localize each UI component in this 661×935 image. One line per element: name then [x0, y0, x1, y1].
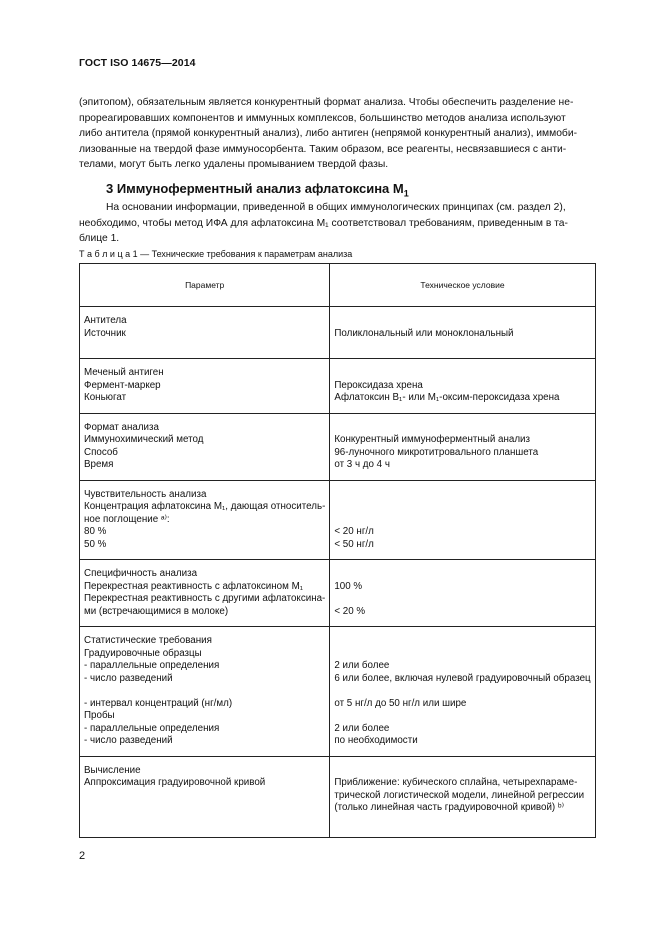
cell-line: - параллельные определения: [84, 660, 220, 671]
cell-line: [334, 593, 590, 606]
cell-line: Конкурентный иммуноферментный анализ: [334, 434, 531, 445]
cell-line: Статистические требования: [84, 635, 212, 646]
condition-cell: [330, 307, 595, 359]
document-header: ГОСТ ISO 14675—2014: [79, 57, 196, 69]
cell-line: Способ: [84, 446, 118, 458]
cell-line: от 5 нг/л до 50 нг/л или шире: [334, 697, 467, 709]
parameter-cell: [80, 307, 330, 359]
table-row: [80, 480, 596, 560]
cell-line: трической логистической модели, линейной регрессии: [334, 789, 585, 801]
section-heading: [106, 181, 409, 199]
paragraph-line: На основании информации, приведенной в общих иммунологических принципах (см. раздел 2),: [106, 202, 566, 213]
parameter-cell: [80, 359, 330, 414]
section-title-subscript: 1: [403, 188, 409, 199]
col-header-parameter: Параметр: [80, 264, 330, 307]
paragraph-line: необходимо, чтобы метод ИФА для афлатоксина М₁ соответствовал требованиям, приведенным в та-: [79, 217, 568, 229]
table-row: [80, 307, 596, 359]
cell-line: Формат анализа: [84, 421, 159, 433]
cell-line: Антитела: [84, 315, 127, 326]
parameter-cell: [80, 480, 330, 560]
cell-line: [334, 422, 590, 435]
section-title: 3 Иммуноферментный анализ афлатоксина М: [106, 181, 404, 196]
cell-line: - параллельные определения: [84, 722, 220, 734]
cell-line: Аппроксимация градуировочной кривой: [84, 777, 266, 788]
intro-line: (эпитопом), обязательным является конкурентный формат анализа. Чтобы обеспечить разделение не-: [79, 97, 574, 108]
cell-line: Поликлональный или моноклональный: [334, 327, 514, 339]
cell-line: < 20 нг/л: [334, 526, 374, 537]
cell-line: [334, 501, 590, 514]
cell-line: [334, 367, 590, 380]
cell-line: Градуировочные образцы: [84, 647, 202, 659]
cell-line: < 20 %: [334, 605, 366, 617]
col-header-condition: Техническое условие: [330, 264, 595, 307]
cell-line: - интервал концентраций (нг/мл): [84, 697, 233, 709]
cell-line: [334, 685, 590, 698]
table-row: [80, 413, 596, 480]
cell-line: 2 или более: [334, 660, 390, 671]
cell-line: Иммунохимический метод: [84, 434, 204, 445]
cell-line: ми (встречающимися в молоке): [84, 605, 229, 617]
table-row: [80, 627, 596, 757]
cell-line: 100 %: [334, 580, 363, 592]
cell-line: Пробы: [84, 710, 115, 721]
intro-line: лизованные на твердой фазе иммуносорбента. Таким образом, все реагенты, несвязавшиеся с анти-: [79, 143, 567, 155]
intro-paragraph: [79, 95, 585, 173]
condition-cell: [330, 359, 595, 414]
cell-line: по необходимости: [334, 735, 418, 746]
cell-line: Приближение: кубического сплайна, четырехпараме-: [334, 777, 578, 788]
cell-line: Меченый антиген: [84, 367, 164, 378]
cell-line: [334, 489, 590, 502]
cell-line: Время: [84, 459, 114, 470]
cell-line: [334, 514, 590, 527]
cell-line: Фермент-маркер: [84, 379, 161, 391]
parameter-cell: [80, 756, 330, 837]
cell-line: Коньюгат: [84, 392, 127, 403]
cell-line: ное поглощение ᵃ⁾:: [84, 513, 170, 525]
table-row: [80, 560, 596, 627]
cell-line: Афлатоксин В₁- или М₁-оксим-пероксидаза хрена: [334, 392, 560, 403]
table-row: [80, 756, 596, 837]
cell-line: Перекрестная реактивность с другими афлатоксина-: [84, 593, 326, 604]
cell-line: < 50 нг/л: [334, 538, 374, 550]
cell-line: Специфичность анализа: [84, 568, 198, 579]
cell-line: [334, 765, 590, 778]
cell-line: Вычисление: [84, 764, 141, 776]
cell-line: от 3 ч до 4 ч: [334, 459, 390, 470]
intro-line: либо антитела (прямой конкурентный анализ), либо антиген (непрямой конкурентный анализ), иммоби-: [79, 128, 578, 139]
cell-line: [334, 648, 590, 661]
table-caption: Т а б л и ц а 1 — Технические требования к параметрам анализа: [79, 249, 353, 259]
cell-line: [334, 710, 590, 723]
condition-cell: [330, 756, 595, 837]
cell-line: Пероксидаза хрена: [334, 379, 423, 391]
requirements-table: [79, 263, 596, 838]
condition-cell: [330, 627, 595, 757]
cell-line: 96-луночного микротитровального планшета: [334, 446, 539, 458]
paragraph-line: блице 1.: [79, 233, 120, 244]
cell-line: (только линейная часть градуировочной кривой) ᵇ⁾: [334, 802, 565, 813]
cell-line: 50 %: [84, 538, 107, 550]
cell-line: 80 %: [84, 526, 107, 537]
condition-cell: [330, 480, 595, 560]
parameter-cell: [80, 627, 330, 757]
cell-line: - число разведений: [84, 672, 173, 684]
cell-line: Чувствительность анализа: [84, 488, 207, 500]
cell-line: - число разведений: [84, 735, 173, 746]
cell-line: Концентрация афлатоксина М₁, дающая относитель-: [84, 501, 326, 512]
table-row: [80, 359, 596, 414]
intro-line: телами, могут быть легко удалены промыванием твердой фазы.: [79, 159, 389, 170]
cell-line: 2 или более: [334, 722, 390, 734]
cell-line: Перекрестная реактивность с афлатоксином М₁: [84, 580, 304, 592]
cell-line: [334, 568, 590, 581]
cell-line: Источник: [84, 327, 126, 339]
intro-line: прореагировавших компонентов и иммунных комплексов, большинство методов анализа используют: [79, 112, 566, 124]
condition-cell: [330, 560, 595, 627]
cell-line: [334, 635, 590, 648]
parameter-cell: [80, 413, 330, 480]
table-header-row: [80, 264, 596, 307]
cell-line: [334, 315, 590, 328]
cell-line: [84, 685, 325, 698]
cell-line: 6 или более, включая нулевой градуировочный образец: [334, 672, 591, 684]
page-number: 2: [79, 850, 86, 862]
parameter-cell: [80, 560, 330, 627]
section-paragraph: [79, 200, 585, 247]
condition-cell: [330, 413, 595, 480]
